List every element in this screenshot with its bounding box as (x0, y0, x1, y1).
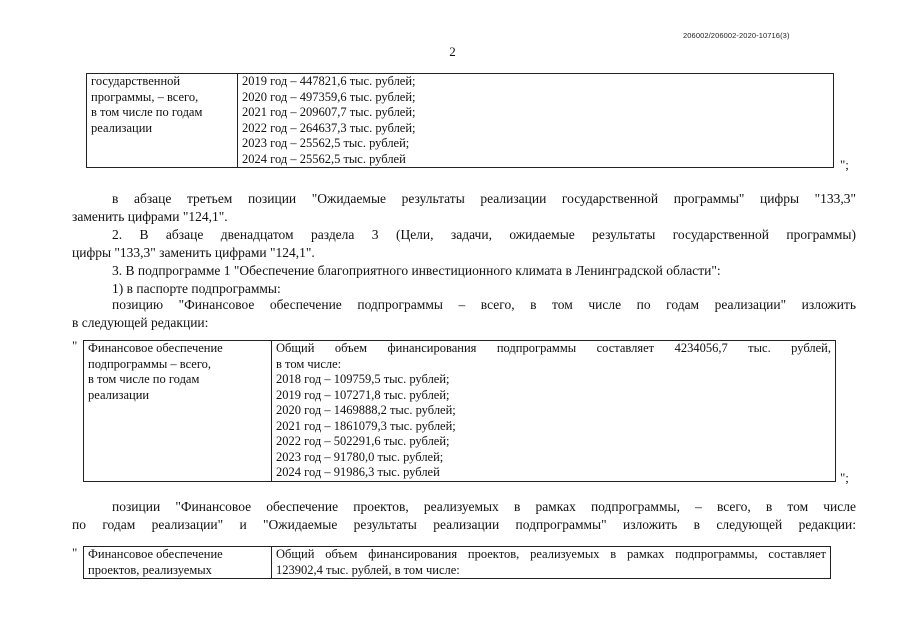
cell-line: 2020 год – 1469888,2 тыс. рублей; (276, 403, 456, 417)
cell-line: в том числе: (276, 356, 342, 371)
table-cell-label (84, 547, 272, 579)
table-row (87, 74, 834, 168)
document-id: 206002/206002-2020-10716(3) (683, 31, 790, 40)
paragraph-item-3 (72, 262, 856, 280)
paragraph-line: 3. В подпрограмме 1 "Обеспечение благоприятного инвестиционного климата в Ленинградской области": (112, 263, 721, 278)
cell-line: 2021 год – 1861079,3 тыс. рублей; (276, 418, 456, 433)
page-number: 2 (449, 44, 456, 59)
paragraph-positions-projects (72, 498, 856, 534)
cell-line: реализации (88, 387, 150, 402)
cell-line: 2020 год – 497359,6 тыс. рублей; (242, 89, 416, 104)
cell-line: 123902,4 тыс. рублей, в том числе: (276, 562, 460, 577)
cell-line: 2019 год – 107271,8 тыс. рублей; (276, 387, 450, 402)
cell-line: проектов, реализуемых (88, 562, 212, 577)
paragraph-line: в абзаце третьем позиции "Ожидаемые результаты реализации государственной программы" цифры "133,3" (112, 191, 856, 206)
paragraph-line: 2. В абзаце двенадцатом раздела 3 (Цели, задачи, ожидаемые результаты государственной программы) (112, 227, 856, 242)
cell-line: подпрограммы – всего, (88, 356, 212, 371)
cell-line: реализации (91, 120, 153, 135)
cell-line: в том числе по годам (91, 105, 203, 119)
table-row (84, 547, 831, 579)
table-cell-values (272, 547, 831, 579)
table-cell-values (238, 74, 834, 168)
table-program-financing (86, 73, 834, 168)
cell-line: 2023 год – 91780,0 тыс. рублей; (276, 449, 444, 464)
cell-line: 2022 год – 264637,3 тыс. рублей; (242, 120, 416, 135)
paragraph-line: позиции "Финансовое обеспечение проектов, реализуемых в рамках подпрограммы, – всего, в том числе (112, 499, 856, 514)
paragraph-amend-expected-results (72, 190, 856, 226)
cell-line: 2024 год – 91986,3 тыс. рублей (276, 465, 440, 479)
closing-quote: "; (840, 470, 849, 485)
cell-line: 2024 год – 25562,5 тыс. рублей (242, 151, 406, 166)
closing-quote: "; (840, 157, 849, 172)
table-projects-financing (83, 546, 831, 579)
table-cell-label (87, 74, 238, 168)
cell-line: Финансовое обеспечение (88, 547, 223, 561)
paragraph-item-2 (72, 226, 856, 262)
paragraph-line: цифры "133,3" заменить цифрами "124,1". (72, 245, 315, 260)
cell-line: 2021 год – 209607,7 тыс. рублей; (242, 105, 416, 119)
cell-line: в том числе по годам (88, 372, 200, 386)
paragraph-position-financing (72, 296, 856, 332)
paragraph-line: 1) в паспорте подпрограммы: (112, 281, 281, 296)
opening-quote: " (72, 545, 78, 560)
table-row (84, 341, 836, 482)
paragraph-line: по годам реализации" и "Ожидаемые результаты реализации подпрограммы" изложить в следующей редакции: (72, 517, 856, 532)
paragraph-line: в следующей редакции: (72, 315, 209, 330)
paragraph-line: позицию "Финансовое обеспечение подпрограммы – всего, в том числе по годам реализации" изложить (112, 297, 856, 312)
cell-line: 2018 год – 109759,5 тыс. рублей; (276, 372, 450, 386)
cell-line: 2019 год – 447821,6 тыс. рублей; (242, 74, 416, 88)
cell-line: Общий объем финансирования проектов, реализуемых в рамках подпрограммы, составляет (276, 547, 826, 561)
table-cell-label (84, 341, 272, 482)
paragraph-line: заменить цифрами "124,1". (72, 209, 228, 224)
cell-line: Финансовое обеспечение (88, 341, 223, 355)
cell-line: Общий объем финансирования подпрограммы составляет 4234056,7 тыс. рублей, (276, 341, 831, 355)
cell-line: 2023 год – 25562,5 тыс. рублей; (242, 136, 410, 150)
cell-line: программы, – всего, (91, 89, 199, 104)
cell-line: государственной (91, 74, 181, 88)
table-subprogram-financing (83, 340, 836, 482)
table-cell-values (272, 341, 836, 482)
cell-line: 2022 год – 502291,6 тыс. рублей; (276, 434, 450, 448)
opening-quote: " (72, 338, 78, 353)
